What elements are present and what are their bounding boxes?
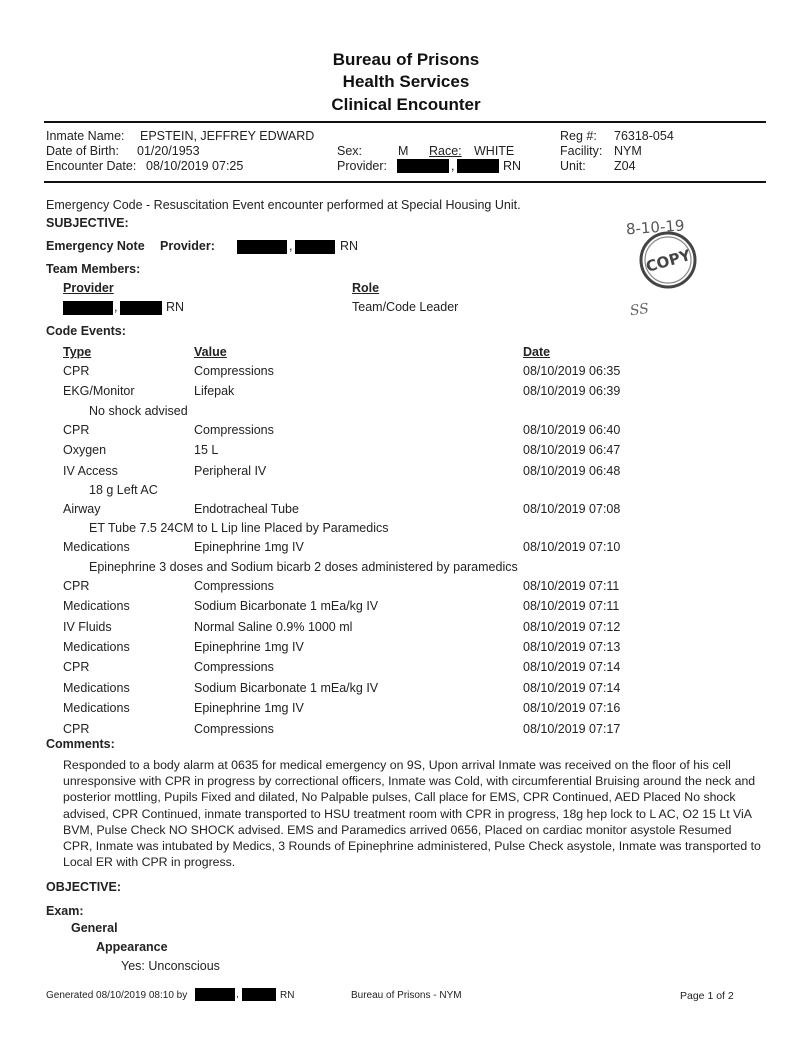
code-event-date: 08/10/2019 07:08 [523,502,621,516]
race-value: WHITE [474,144,515,158]
header-bottom-rule [44,181,766,183]
team-members-heading: Team Members: [46,262,141,276]
sex-label: Sex: [337,144,363,158]
emergency-provider-redaction-1 [237,240,287,254]
comments-heading: Comments: [46,737,115,751]
emergency-provider-suffix: RN [340,239,359,253]
footer-redaction-2 [242,988,276,1001]
reg-label: Reg #: [560,129,597,143]
reg-value: 76318-054 [614,129,674,143]
code-event-date: 08/10/2019 07:12 [523,619,621,634]
code-event-type: CPR [63,364,90,378]
code-event-date: 08/10/2019 07:17 [523,721,621,736]
footer-page-number: Page 1 of 2 [680,990,734,1002]
team-col-role: Role [352,281,380,295]
provider-redaction-1 [397,159,449,173]
code-event-value: Epinephrine 1mg IV [194,640,304,654]
doc-title-line3: Clinical Encounter [331,95,481,114]
code-event-value: Sodium Bicarbonate 1 mEa/kg IV [194,599,379,614]
code-event-type: Medications [63,680,130,695]
emergency-note-provider-label: Provider: [160,239,215,253]
code-event-value: Compressions [194,721,274,736]
code-events-heading: Code Events: [46,324,126,338]
facility-label: Facility: [560,144,603,158]
emergency-provider-redaction-2 [295,240,335,254]
code-event-value: Compressions [194,364,274,378]
provider-redaction-2 [457,159,499,173]
code-event-date: 08/10/2019 06:35 [523,364,621,378]
team-member-redaction-2 [120,301,162,315]
inmate-name: EPSTEIN, JEFFREY EDWARD [140,129,315,143]
stamp-initials: SS [628,300,650,320]
footer-center: Bureau of Prisons - NYM [351,990,462,1001]
appearance-value: Yes: Unconscious [121,959,220,973]
stamp-word: COPY [643,246,693,276]
team-col-provider: Provider [63,281,114,295]
race-label: Race: [429,144,462,158]
code-event-type: Medications [63,599,130,614]
code-event-date: 08/10/2019 07:11 [523,599,620,614]
code-event-note: No shock advised [89,403,188,418]
team-member-redaction-1 [63,301,113,315]
code-event-date: 08/10/2019 06:39 [523,384,621,399]
code-event-type: EKG/Monitor [63,384,135,399]
code-event-value: Peripheral IV [194,463,267,478]
code-event-value: Epinephrine 1mg IV [194,701,304,716]
general-heading: General [71,921,118,935]
footer-suffix: RN [280,990,295,1001]
objective-heading: OBJECTIVE: [46,880,122,894]
exam-heading: Exam: [46,904,84,918]
code-event-note: ET Tube 7.5 24CM to L Lip line Placed by Paramedics [89,521,389,536]
code-event-type: Airway [63,502,101,516]
code-event-date: 08/10/2019 07:14 [523,660,621,675]
encounter-date-value: 08/10/2019 07:25 [146,159,244,173]
code-event-note: Epinephrine 3 doses and Sodium bicarb 2 doses administered by paramedics [89,559,518,574]
provider-suffix: RN [503,159,522,173]
code-event-value: Epinephrine 1mg IV [194,540,304,555]
code-event-date: 08/10/2019 06:47 [523,443,621,458]
code-event-date: 08/10/2019 07:16 [523,701,621,716]
code-event-value: 15 L [194,443,219,458]
code-event-type: Oxygen [63,443,107,458]
emergency-note-label: Emergency Note [46,239,145,253]
dob-value: 01/20/1953 [137,144,200,158]
doc-title-line2: Health Services [342,72,470,91]
subjective-heading: SUBJECTIVE: [46,216,129,230]
code-event-value: Sodium Bicarbonate 1 mEa/kg IV [194,680,379,695]
code-event-type: Medications [63,640,130,654]
code-event-type: CPR [63,660,90,675]
facility-value: NYM [614,144,642,158]
code-event-type: IV Fluids [63,619,112,634]
emergency-provider-comma: , [289,239,293,253]
code-event-value: Lifepak [194,384,235,399]
code-event-type: CPR [63,578,90,593]
encounter-date-label: Encounter Date: [46,159,137,173]
code-event-value: Compressions [194,660,274,675]
code-event-date: 08/10/2019 07:11 [523,578,620,593]
code-event-type: CPR [63,721,90,736]
provider-comma: , [451,159,455,173]
code-event-value: Compressions [194,422,274,437]
footer-comma: , [236,989,239,1000]
provider-label: Provider: [337,159,388,173]
dob-label: Date of Birth: [46,144,119,158]
footer-generated: Generated 08/10/2019 08:10 by [46,990,188,1001]
team-member-comma: , [114,300,118,314]
doc-title-line1: Bureau of Prisons [332,50,480,69]
footer-redaction-1 [195,988,235,1001]
code-event-date: 08/10/2019 06:48 [523,463,621,478]
appearance-heading: Appearance [96,940,168,954]
code-col-date: Date [523,345,551,359]
comments-text: Responded to a body alarm at 0635 for medical emergency on 9S, Upon arrival Inmate was received on the floor of his cell unresponsive with CPR in progress by correctional officers, Inmate was Cold, with circumferential Bruising around the neck and posterior mottling, Pupils Fixed and dilated, No Palpable pulses, Call place for EMS, CPR Continued, AED Placed No shock advised, CPR Continued, inmate transported to HSU treatment room with CPR in progress, 18g hep lock to L AC, O2 15 Lt ViA BVM, Pulse Check NO SHOCK advised. EMS and Paramedics arrived 0656, Placed on cardiac monitor asystole Resumed CPR, Inmate was intubated by Medics, 3 Rounds of Epinephrine administered, Pulse Check asystole, Inmate was transported to Local ER with CPR in progress. [63,758,761,870]
header-top-rule [44,121,766,123]
code-event-value: Compressions [194,578,274,593]
sex-value: M [398,144,409,158]
code-col-value: Value [194,345,227,359]
code-event-type: CPR [63,422,90,437]
code-event-value: Endotracheal Tube [194,502,299,516]
code-event-date: 08/10/2019 06:40 [523,422,621,437]
stamp-date: 8-10-19 [625,216,686,239]
team-member-suffix: RN [166,300,185,314]
inmate-name-label: Inmate Name: [46,129,125,143]
code-event-type: IV Access [63,463,118,478]
code-col-type: Type [63,345,92,359]
unit-label: Unit: [560,159,586,173]
copy-stamp [620,214,740,322]
code-event-date: 08/10/2019 07:14 [523,680,621,695]
code-event-date: 08/10/2019 07:10 [523,540,621,555]
unit-value: Z04 [614,159,636,173]
code-event-type: Medications [63,540,130,555]
code-event-type: Medications [63,701,130,716]
code-event-value: Normal Saline 0.9% 1000 ml [194,619,353,634]
encounter-intro: Emergency Code - Resuscitation Event encounter performed at Special Housing Unit. [46,198,521,212]
team-member-role: Team/Code Leader [352,300,459,314]
code-event-note: 18 g Left AC [89,483,158,497]
code-event-date: 08/10/2019 07:13 [523,640,621,654]
